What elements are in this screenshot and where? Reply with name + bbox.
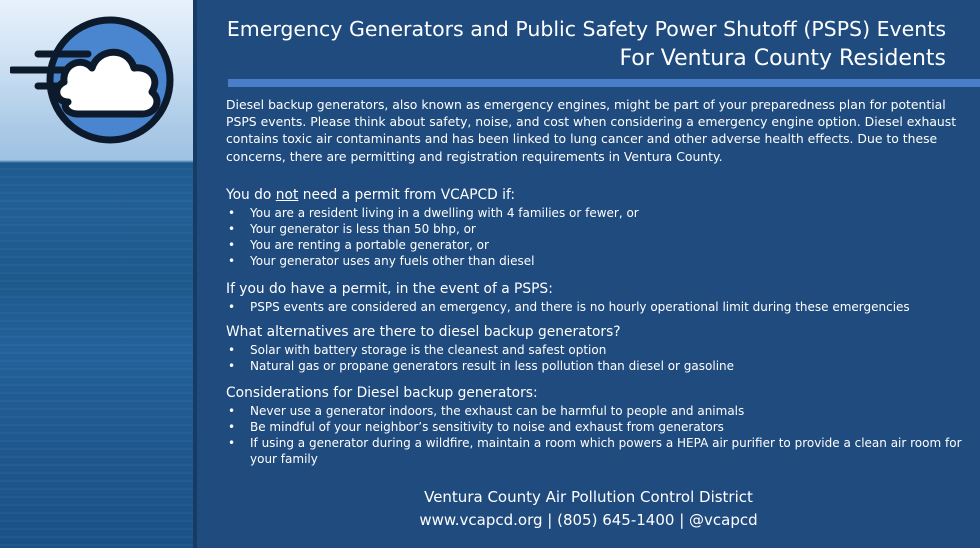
list-item: • Your generator is less than 50 bhp, or [226,221,966,237]
title-line-2: For Ventura County Residents [619,46,946,71]
list-item: • Your generator uses any fuels other than diesel [226,253,966,269]
have-permit-section [226,280,966,315]
list-item: • Never use a generator indoors, the exhaust can be harmful to people and animals [226,403,966,419]
no-permit-heading-post: need a permit from VCAPCD if: [298,187,516,203]
list-item: • Natural gas or propane generators result in less pollution than diesel or gasoline [226,358,966,374]
footer-contact: www.vcapcd.org | (805) 645-1400 | @vcapcd [419,511,758,529]
intro-paragraph: Diesel backup generators, also known as emergency engines, might be part of your preparedness plan for potential PSPS events. Please think about safety, noise, and cost when considering a emergency engine option. Diesel exhaust contains toxic air contaminants and has been linked to lung cancer and other adverse health effects. Due to these concerns, there are permitting and registration requirements in Ventura County. [226,97,957,164]
considerations-section [226,384,966,467]
cloud-logo-icon [10,14,175,144]
title-divider-rule [228,79,980,87]
list-item: • Be mindful of your neighbor’s sensitivity to noise and exhaust from generators [226,419,966,435]
alternatives-section [226,323,966,374]
have-permit-list [226,299,966,315]
list-item: • If using a generator during a wildfire, maintain a room which powers a HEPA air purifier to provide a clean air room for your family [226,435,966,467]
no-permit-heading-emphasis: not [275,187,299,203]
ocean-waves [0,163,195,548]
panel-divider [193,0,197,548]
alternatives-heading: What alternatives are there to diesel backup generators? [226,324,621,340]
considerations-list [226,403,966,467]
no-permit-heading-pre: You do [226,187,276,203]
title-line-1: Emergency Generators and Public Safety Power Shutoff (PSPS) Events [226,17,946,41]
no-permit-section [226,186,966,269]
have-permit-heading: If you do have a permit, in the event of a PSPS: [226,281,553,297]
list-item: • You are a resident living in a dwelling with 4 families or fewer, or [226,205,966,221]
list-item: • Solar with battery storage is the cleanest and safest option [226,342,966,358]
no-permit-list [226,205,966,269]
list-item: • You are renting a portable generator, or [226,237,966,253]
page-title [226,14,946,74]
list-item: • PSPS events are considered an emergency, and there is no hourly operational limit during these emergencies [226,299,966,315]
footer-organization: Ventura County Air Pollution Control District [424,488,753,506]
no-permit-heading [226,186,966,205]
considerations-heading: Considerations for Diesel backup generators: [226,385,538,401]
alternatives-list [226,342,966,374]
